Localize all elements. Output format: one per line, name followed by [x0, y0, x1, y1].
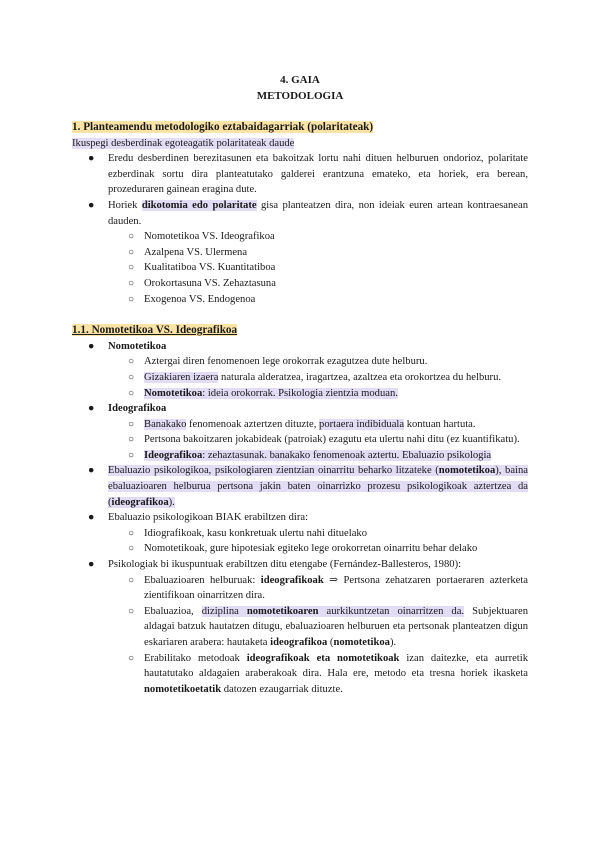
section-1-heading: 1. Planteamendu metodologiko eztabaidagarriak (polaritateak): [72, 121, 374, 133]
bullet-icon: ●: [88, 403, 95, 415]
circle-bullet-icon: ○: [128, 527, 135, 539]
sub-list-item: ○ Ideografikoa: zehaztasunak. banakako fenomenoak aztertu. Ebaluazio psikologia: [72, 448, 528, 464]
list-item: ● Ideografikoa: [72, 401, 528, 417]
bullet-icon: ●: [88, 153, 95, 165]
bullet-icon: ●: [88, 559, 95, 571]
chapter-title: METODOLOGIA: [256, 90, 344, 102]
list-item: ● Horiek dikotomia edo polaritate gisa planteatzen dira, non ideiak euren artean kontraesanean dauden.: [88, 199, 528, 227]
sub-list-item: ○ Nomotetikoak, gure hipotesiak egiteko lege orokorretan oinarritu behar delako: [72, 541, 528, 557]
bullet-icon: ●: [88, 340, 95, 352]
sub-list-item: ○ Erabilitako metodoak ideografikoak eta nomotetikoak izan daitezke, eta aurretik hautatutako aldagaien araberakoak dira. Hala ere, metodo eta tresna horiek ikasketa nomotetikoetatik datozen ezaugarriak dituzte.: [128, 652, 528, 695]
sub-list-item: ○ Exogenoa VS. Endogenoa: [72, 292, 528, 308]
sub-list-item: ○ Idiografikoak, kasu konkretuak ulertu nahi dituelako: [72, 526, 528, 542]
sub-list-item: ○ Gizakiaren izaera naturala alderatzea, iragartzea, azaltzea eta orokortzea du helburu.: [72, 370, 528, 386]
sub-list-item: ○ Orokortasuna VS. Zehaztasuna: [72, 276, 528, 292]
bullet-icon: ●: [88, 199, 95, 211]
sub-list-item: ○ Banakako fenomenoak aztertzen dituzte, portaera indibiduala kontuan hartuta.: [72, 417, 528, 433]
section-1-1: [72, 323, 528, 697]
list-item: ● Ebaluazio psikologikoa, psikologiaren zientzian oinarritu beharko litzateke (nomotetikoa), baina ebaluazioaren helburua pertsona jakin baten oinarrizko prozesu psikologikoak aztertzea da (ideografikoa).: [88, 465, 528, 508]
sub-list-item: ○ Azalpena VS. Ulermena: [72, 245, 528, 261]
circle-bullet-icon: ○: [128, 434, 135, 446]
circle-bullet-icon: ○: [128, 543, 135, 555]
circle-bullet-icon: ○: [128, 246, 135, 258]
sub-list-item: ○ Nomotetikoa: ideia orokorrak. Psikologia zientzia moduan.: [72, 386, 528, 402]
circle-bullet-icon: ○: [128, 387, 135, 399]
section-1-1-heading: 1.1. Nomotetikoa VS. Ideografikoa: [72, 324, 238, 337]
document-page: [72, 72, 528, 697]
arrow-icon: ⇒: [323, 574, 344, 586]
sub-list-item: ○ Kualitatiboa VS. Kuantitatiboa: [72, 260, 528, 276]
section-1-intro: Ikuspegi desberdinak egoteagatik polaritateak daude: [72, 137, 295, 149]
sub-list-item: ○ Aztergai diren fenomenoen lege orokorrak ezagutzea dute helburu.: [72, 354, 528, 370]
sub-list-item: ○ Nomotetikoa VS. Ideografikoa: [72, 229, 528, 245]
sub-list-item: ○ Pertsona bakoitzaren jokabideak (patroiak) ezagutu eta ulertu nahi ditu (ez kuantifikatu).: [72, 432, 528, 448]
sub-list-item: ○ Ebaluazioa, diziplina nomotetikoaren aurkikuntzetan oinarritzen da. Subjektuaren aldagai batzuk hautatzen ditugu, ebaluazioaren helburuen eta pertsonak planteatzen digun eskariaren arabera: hautaketa ideografikoa (nomotetikoa).: [128, 605, 528, 648]
circle-bullet-icon: ○: [128, 418, 135, 430]
circle-bullet-icon: ○: [128, 277, 135, 289]
circle-bullet-icon: ○: [128, 262, 135, 274]
circle-bullet-icon: ○: [128, 356, 135, 368]
section-1: [72, 120, 528, 307]
circle-bullet-icon: ○: [128, 652, 135, 664]
circle-bullet-icon: ○: [128, 449, 135, 461]
bullet-icon: ●: [88, 512, 95, 524]
circle-bullet-icon: ○: [128, 605, 135, 617]
list-item: ● Nomotetikoa: [72, 339, 528, 355]
bullet-icon: ●: [88, 465, 95, 477]
circle-bullet-icon: ○: [128, 231, 135, 243]
circle-bullet-icon: ○: [128, 293, 135, 305]
list-item: ● Ebaluazio psikologikoan BIAK erabiltzen dira:: [72, 510, 528, 526]
list-item: ● Psikologiak bi ikuspuntuak erabiltzen ditu etengabe (Fernández-Ballesteros, 1980):: [72, 557, 528, 573]
circle-bullet-icon: ○: [128, 371, 135, 383]
circle-bullet-icon: ○: [128, 574, 135, 586]
list-item: ● Eredu desberdinen berezitasunen eta bakoitzak lortu nahi dituen helburuen ondorioz, polaritate ezberdinak sortu dira planteatutako galderei erantzuna emateko, eta horiek, era berean, prozeduraren gainean eragina dute.: [88, 153, 528, 196]
sub-list-item: ○ Ebaluazioaren helburuak: ideografikoak ⇒ Pertsona zehatzaren portaeraren azterketa zientifikoan oinarritzen dira.: [128, 574, 528, 602]
chapter-number: 4. GAIA: [280, 74, 320, 86]
